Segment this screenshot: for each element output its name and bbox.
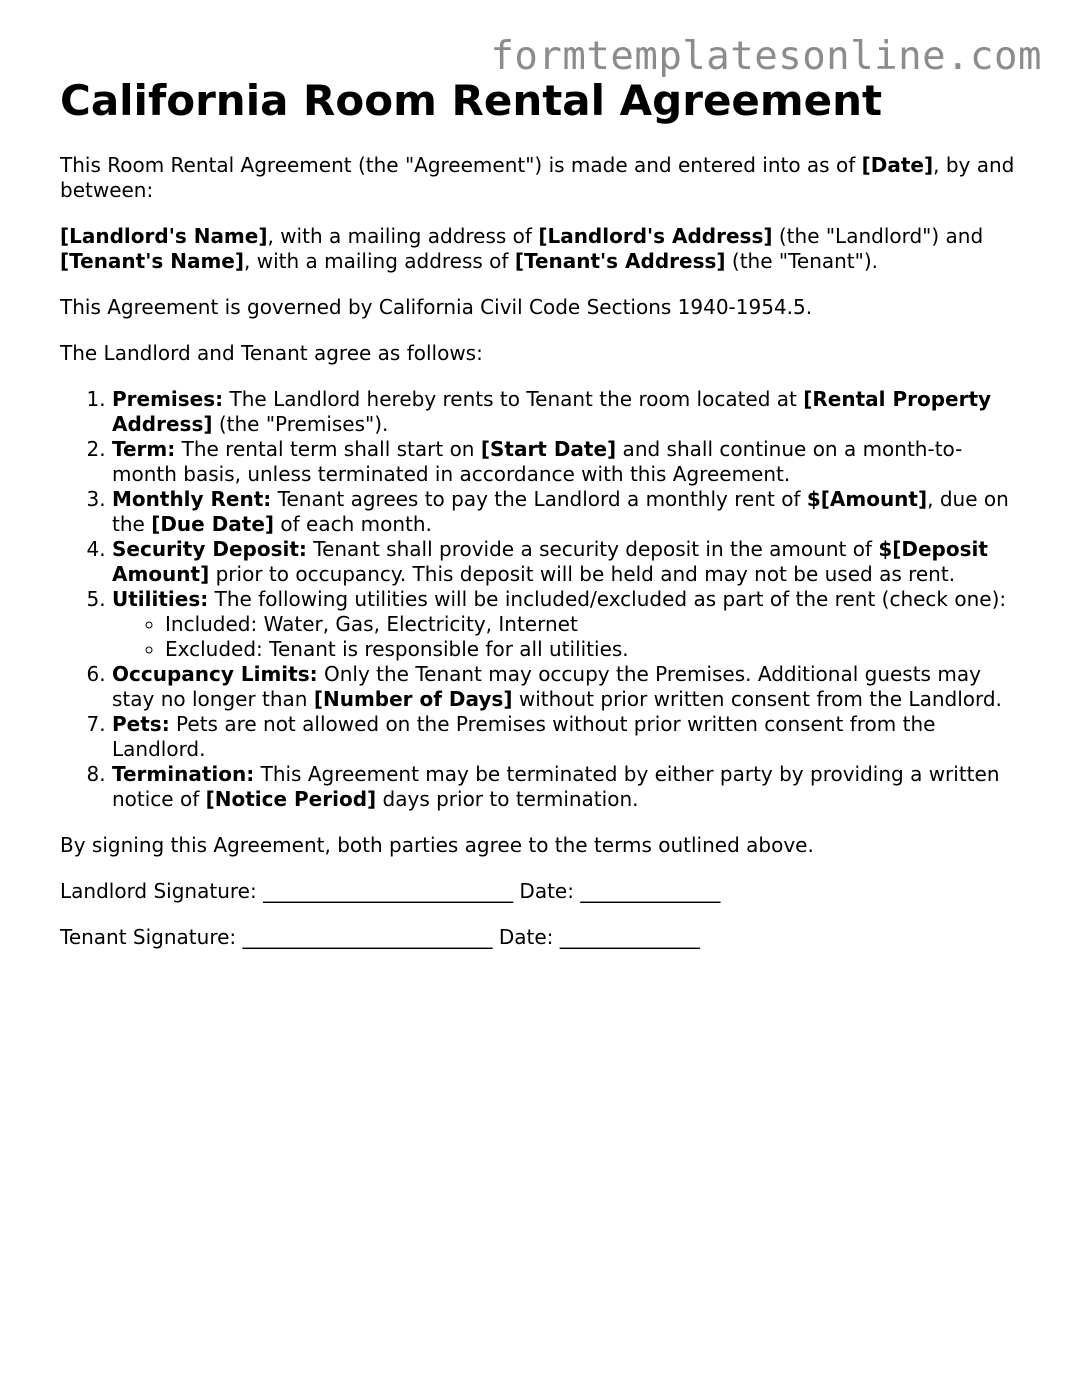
landlord-signature-line: Landlord Signature: _________________________ Date: ______________ <box>60 879 721 903</box>
tenant-signature-line: Tenant Signature: _________________________ Date: ______________ <box>60 925 700 949</box>
amount-placeholder: $[Amount] <box>806 487 928 511</box>
landlord-address-placeholder: [Landlord's Address] <box>538 224 773 248</box>
deposit-amount-placeholder: $[Deposit Amount] <box>112 537 988 586</box>
date-placeholder: [Date] <box>861 153 934 177</box>
document-body <box>60 76 1020 971</box>
number-of-days-placeholder: [Number of Days] <box>313 687 513 711</box>
term-term: 2. Term: The rental term shall start on [Start Date] and shall continue on a month-to-month basis, unless terminated in accordance with this Agreement. <box>112 437 1020 487</box>
notice-period-placeholder: [Notice Period] <box>205 787 377 811</box>
due-date-placeholder: [Due Date] <box>151 512 275 536</box>
tenant-address-placeholder: [Tenant's Address] <box>514 249 726 273</box>
term-premises: 1. Premises: The Landlord hereby rents to Tenant the room located at [Rental Property Address] (the "Premises"). <box>112 387 1020 437</box>
term-occupancy-limits: 6. Occupancy Limits: Only the Tenant may occupy the Premises. Additional guests may stay no longer than [Number of Days] without prior written consent from the Landlord. <box>112 662 1020 712</box>
agreement-lead-in: The Landlord and Tenant agree as follows: <box>60 341 483 365</box>
parties-paragraph: [Landlord's Name], with a mailing address of [Landlord's Address] (the "Landlord") and [Tenant's Name], with a mailing address of [Tenant's Address] (the "Tenant"). <box>60 224 984 273</box>
governing-law-paragraph: This Agreement is governed by California Civil Code Sections 1940-1954.5. <box>60 295 813 319</box>
document-title: California Room Rental Agreement <box>60 76 883 125</box>
term-termination: 8. Termination: This Agreement may be terminated by either party by providing a written notice of [Notice Period] days prior to termination. <box>112 762 1020 812</box>
intro-paragraph: This Room Rental Agreement (the "Agreement") is made and entered into as of [Date], by and between: <box>60 153 1015 202</box>
utilities-options <box>112 612 1020 662</box>
watermark: formtemplatesonline.com <box>490 34 1042 79</box>
tenant-name-placeholder: [Tenant's Name] <box>60 249 244 273</box>
term-security-deposit: 4. Security Deposit: Tenant shall provide a security deposit in the amount of $[Deposit Amount] prior to occupancy. This deposit will be held and may not be used as rent. <box>112 537 1020 587</box>
utilities-option-excluded: ◦ Excluded: Tenant is responsible for all utilities. <box>165 637 1020 662</box>
term-pets: 7. Pets: Pets are not allowed on the Premises without prior written consent from the Landlord. <box>112 712 1020 762</box>
utilities-option-included: ◦ Included: Water, Gas, Electricity, Internet <box>165 612 1020 637</box>
terms-list <box>60 387 1020 812</box>
rental-address-placeholder: [Rental Property Address] <box>112 387 992 436</box>
closing-paragraph: By signing this Agreement, both parties agree to the terms outlined above. <box>60 833 814 857</box>
term-utilities: 5. Utilities: The following utilities will be included/excluded as part of the rent (check one): ◦ Included: Water, Gas, Electricity, Internet ◦ Excluded: Tenant is responsible for all utilities. <box>112 587 1020 662</box>
landlord-name-placeholder: [Landlord's Name] <box>60 224 268 248</box>
term-monthly-rent: 3. Monthly Rent: Tenant agrees to pay the Landlord a monthly rent of $[Amount], due on the [Due Date] of each month. <box>112 487 1020 537</box>
start-date-placeholder: [Start Date] <box>480 437 617 461</box>
